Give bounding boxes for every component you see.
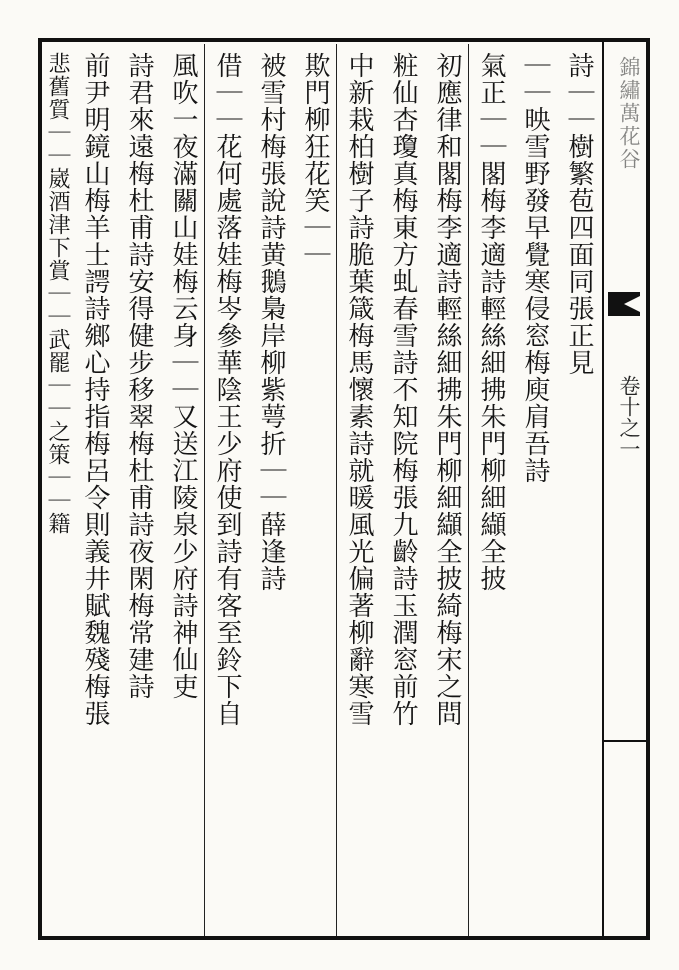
column-divider (204, 44, 205, 936)
page-margin-strip (602, 42, 648, 936)
book-title: 錦繡萬花谷 (617, 56, 641, 171)
text-column-12: 前尹明鏡山梅羊士諤詩鄉心持指梅呂令則義井賦魏殘梅張 (80, 52, 110, 727)
text-column-8: 被雪村梅張說詩黄鵝梟岸柳紫萼折｜｜薛逢詩 (256, 52, 286, 592)
volume-label: 卷十之一 (617, 375, 641, 459)
text-column-1: 詩｜｜樹繁苞四面同張正見 (564, 52, 594, 376)
margin-rule (602, 740, 646, 742)
column-divider (336, 44, 337, 936)
text-column-2: ｜｜映雪野發早覺寒侵窓梅庾肩吾詩 (520, 52, 550, 484)
text-column-11: 詩君來遠梅杜甫詩安得健步移翠梅杜甫詩夜閑梅常建詩 (124, 52, 154, 700)
text-column-7: 欺門柳狂花笑｜｜ (300, 52, 330, 268)
text-column-10: 風吹一夜滿關山娃梅云身｜｜又送江陵泉少府詩神仙吏 (168, 52, 198, 700)
text-column-6: 中新栽柏樹子詩脆葉箴梅馬懷素詩就暖風光偏著柳辭寒雪 (344, 52, 374, 727)
text-column-5: 粧仙杏瓊真梅東方虬春雪詩不知院梅張九齡詩玉潤窓前竹 (388, 52, 418, 727)
text-column-4: 初應律和閣梅李適詩輕絲細拂朱門柳細纈全披綺梅宋之問 (432, 52, 462, 727)
text-column-9: 借｜｜花何處落娃梅岑參華陰王少府使到詩有客至鈴下自 (212, 52, 242, 727)
fish-tail-mark-icon (606, 290, 642, 318)
text-column-13: 悲舊質｜｜崴酒津下賞｜｜武罷｜｜之策｜｜籍 (45, 52, 70, 535)
text-column-3: 氣正｜｜閣梅李適詩輕絲細拂朱門柳細纈全披 (476, 52, 506, 592)
column-divider (468, 44, 469, 936)
